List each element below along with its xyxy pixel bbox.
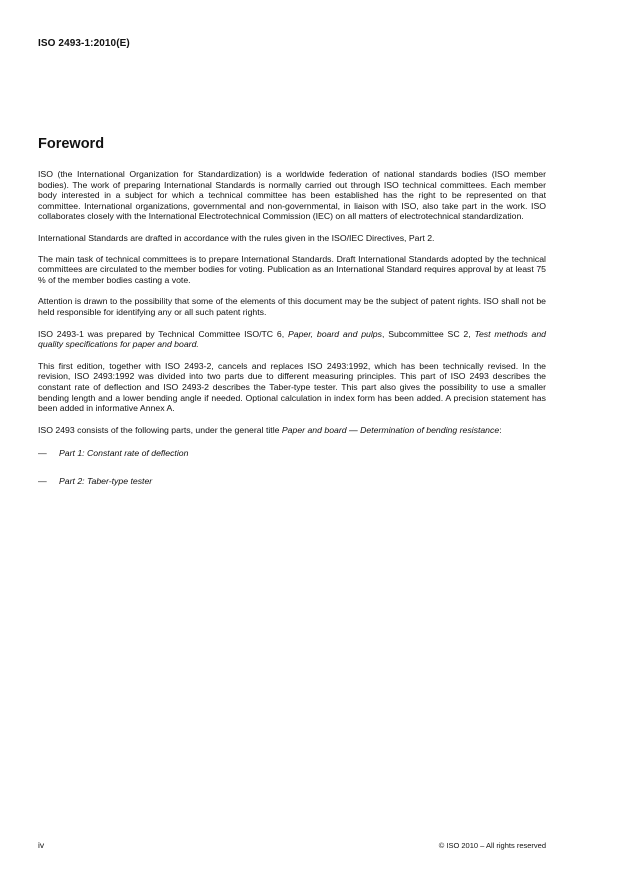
list-dash: —	[38, 448, 47, 459]
paragraph-prepared-by	[38, 329, 546, 350]
paragraph-patent-rights: Attention is drawn to the possibility that some of the elements of this document may be the subject of patent rights. ISO shall not be held responsible for identifying any or all such patent rights.	[38, 296, 546, 317]
subcommittee-text: , Subcommittee SC 2,	[381, 328, 475, 339]
list-item-label: Part 2: Taber-type tester	[59, 475, 153, 486]
foreword-body	[38, 169, 546, 503]
paragraph-committee-task: The main task of technical committees is to prepare International Standards. Draft International Standards adopted by the technical committees are circulated to the member bodies for voting. Publication as an International Standard requires approval by at least 75 % of the member bodies casting a vote.	[38, 253, 546, 285]
parts-intro-text: ISO 2493 consists of the following parts, under the general title	[38, 424, 282, 435]
page-number: iv	[38, 840, 45, 850]
paragraph-iso-federation: ISO (the International Organization for Standardization) is a worldwide federation of national standards bodies (ISO member bodies). The work of preparing International Standards is normally carried out through ISO technical committees. Each member body interested in a subject for which a technical committee has been established has the right to be represented on that committee. International organizations, governmental and non-governmental, in liaison with ISO, also take part in the work. ISO collaborates closely with the International Electrotechnical Commission (IEC) on all matters of electrotechnical standardization.	[38, 169, 546, 222]
section-title: Foreword	[38, 136, 105, 152]
paragraph-parts-intro	[38, 425, 546, 436]
paragraph-drafting-rules: International Standards are drafted in accordance with the rules given in the ISO/IEC Directives, Part 2.	[38, 232, 435, 243]
general-title: Paper and board — Determination of bending resistance	[281, 424, 500, 435]
copyright-notice: © ISO 2010 – All rights reserved	[438, 841, 546, 850]
committee-name: Paper, board and pulps	[287, 328, 382, 339]
list-item	[38, 448, 546, 459]
prepared-by-text: ISO 2493-1 was prepared by Technical Committee ISO/TC 6,	[38, 328, 288, 339]
list-dash: —	[38, 475, 47, 486]
list-item-label: Part 1: Constant rate of deflection	[59, 448, 189, 459]
parts-intro-colon: :	[499, 424, 502, 435]
list-item	[38, 476, 546, 487]
subcommittee-name: Test methods and quality specifications for paper and board.	[38, 328, 546, 350]
paragraph-edition-history: This first edition, together with ISO 2493-2, cancels and replaces ISO 2493:1992, which has been technically revised. In the revision, ISO 2493:1992 was divided into two parts due to different measuring principles. This part of ISO 2493 describes the constant rate of deflection and ISO 2493-2 describes the Taber-type tester. This part also gives the possibility to use a smaller bending length and a lower bending angle if needed. Optional calculation in index form has been added. A precision statement has been added in informative Annex A.	[38, 360, 546, 414]
document-id-header: ISO 2493-1:2010(E)	[38, 38, 130, 49]
